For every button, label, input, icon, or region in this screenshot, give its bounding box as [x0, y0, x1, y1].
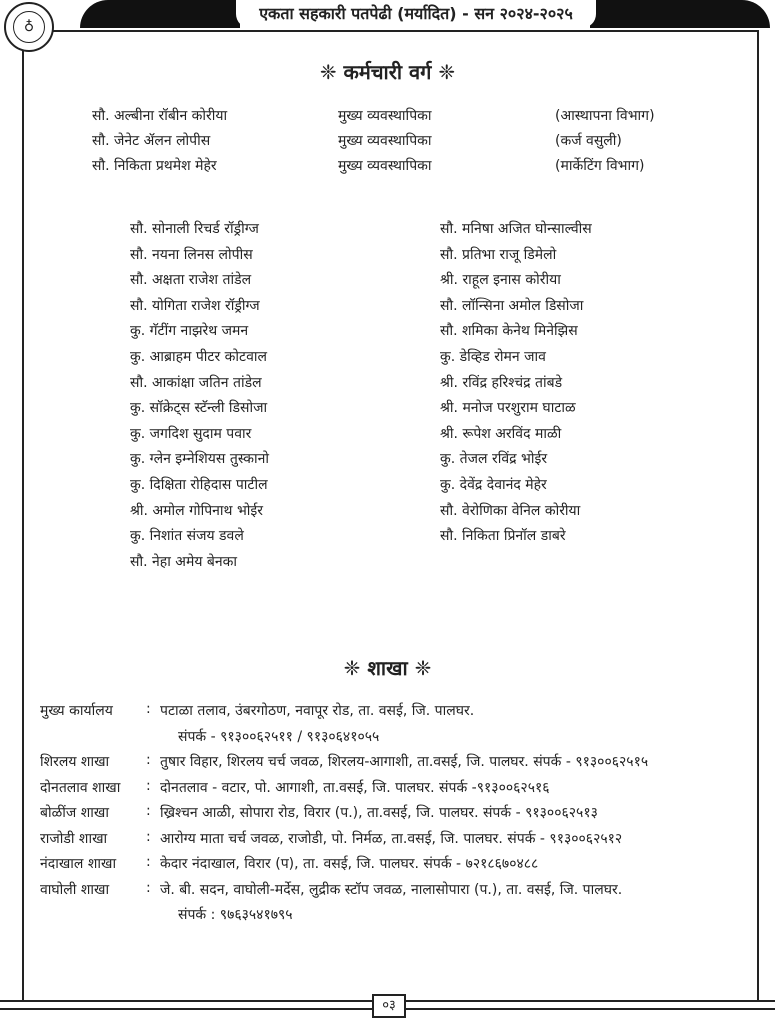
staff-name: कु. दिक्षिता रोहिदास पाटील: [130, 477, 268, 493]
branch-address: केदार नंदाखाल, विरार (प), ता. वसई, जि. पालघर. संपर्क - ७२१८६७०४८८: [160, 856, 539, 872]
staff-name: कु. निशांत संजय डवले: [130, 528, 244, 545]
staff-name: श्री. रूपेश अरविंद माळी: [440, 425, 562, 442]
branch-colon: :: [146, 777, 151, 794]
branch-colon: :: [146, 879, 151, 896]
manager-name: सौ. निकिता प्रथमेश मेहेर: [92, 158, 217, 174]
staff-name: श्री. मनोज परशुराम घाटाळ: [440, 400, 576, 417]
manager-role: मुख्य व्यवस्थापिका: [338, 108, 432, 124]
header-bar-right: [590, 0, 770, 28]
staff-name: सौ. वेरोणिका वेनिल कोरीया: [440, 502, 581, 519]
lamp-emblem-icon: ♁: [13, 11, 45, 43]
branch-colon: :: [146, 752, 151, 768]
staff-name: सौ. सोनाली रिचर्ड रॉड्रीग्ज: [130, 221, 259, 237]
staff-name: सौ. नयना लिनस लोपीस: [130, 246, 253, 263]
branch-address: ख्रिश्चन आळी, सोपारा रोड, विरार (प.), ता.वसई, जि. पालघर. संपर्क - ९१३००६२५१३: [160, 805, 598, 821]
staff-name: सौ. योगिता राजेश रॉड्रीग्ज: [130, 297, 260, 314]
staff-name: श्री. राहूल इनास कोरीया: [440, 272, 561, 289]
staff-name: सौ. आकांक्षा जतिन तांडेल: [130, 374, 262, 391]
branch-label: मुख्य कार्यालय: [40, 703, 113, 719]
staff-name: कु. ग्लेन इम्नेशियस तुस्कानो: [130, 451, 270, 468]
manager-name: सौ. अल्बीना रॉबीन कोरीया: [92, 108, 228, 124]
branch-label: दोनतलाव शाखा: [40, 779, 121, 796]
staff-name: सौ. मनिषा अजित घोन्साल्वीस: [440, 221, 592, 237]
branch-colon: :: [146, 828, 151, 845]
staff-name: सौ. लॉन्सिना अमोल डिसोजा: [440, 297, 584, 314]
staff-name: सौ. शमिका केनेथ मिनेझिस: [440, 323, 578, 340]
manager-role: मुख्य व्यवस्थापिका: [338, 133, 432, 149]
branch-label: नंदाखाल शाखा: [40, 856, 117, 872]
branch-colon: :: [146, 803, 151, 819]
branch-address: तुषार विहार, शिरलय चर्च जवळ, शिरलय-आगाशी, ता.वसई, जि. पालघर. संपर्क - ९१३००६२५१५: [160, 754, 649, 770]
branch-label: शिरलय शाखा: [40, 754, 110, 770]
branch-colon: :: [146, 854, 151, 870]
header-bar-left: [80, 0, 240, 28]
staff-name: सौ. प्रतिभा राजू डिमेलो: [440, 246, 557, 263]
staff-name: सौ. नेहा अमेय बेनका: [130, 553, 238, 570]
branch-label: राजोडी शाखा: [40, 830, 108, 847]
staff-name: कु. आब्राहम पीटर कोटवाल: [130, 349, 267, 365]
page-number: ०३: [372, 994, 406, 1018]
staff-section-title: ❈ कर्मचारी वर्ग ❈: [319, 60, 456, 84]
manager-department: (आस्थापना विभाग): [555, 108, 655, 124]
staff-name: कु. तेजल रविंद्र भोईर: [440, 451, 548, 468]
branch-address: दोनतलाव - वटार, पो. आगाशी, ता.वसई, जि. पालघर. संपर्क -९१३००६२५१६: [160, 779, 550, 796]
staff-name: श्री. अमोल गोपिनाथ भोईर: [130, 502, 264, 519]
staff-name: कु. देवेंद्र देवानंद मेहेर: [440, 477, 547, 493]
staff-name: सौ. अक्षता राजेश तांडेल: [130, 272, 252, 289]
staff-name: कु. सॉक्रेट्स स्टॅन्ली डिसोजा: [130, 400, 268, 417]
branches-section-title: ❈ शाखा ❈: [343, 656, 432, 680]
branch-address: जे. बी. सदन, वाघोली-मर्देस, लुद्रीक स्टॉप जवळ, नालासोपारा (प.), ता. वसई, जि. पालघर.: [160, 881, 623, 898]
staff-name: श्री. रविंद्र हरिश्चंद्र तांबडे: [440, 374, 563, 391]
staff-name: कु. जगदिश सुदाम पवार: [130, 425, 252, 442]
branch-address: पटाळा तलाव, उंबरगोठण, नवापूर रोड, ता. वसई, जि. पालघर.: [160, 703, 475, 719]
manager-department: (कर्ज वसुली): [555, 133, 622, 149]
branch-label: वाघोली शाखा: [40, 881, 110, 898]
staff-name: सौ. निकिता प्रिनॉल डाबरे: [440, 528, 566, 545]
society-seal-logo: [4, 2, 54, 52]
branch-colon: :: [146, 701, 151, 717]
branch-address: संपर्क : ९७६३५४१७९५: [178, 907, 293, 923]
manager-name: सौ. जेनेट ॲलन लोपीस: [92, 133, 211, 149]
manager-department: (मार्केटिंग विभाग): [555, 158, 645, 174]
branch-address: आरोग्य माता चर्च जवळ, राजोडी, पो. निर्मळ, ता.वसई, जि. पालघर. संपर्क - ९१३००६२५१२: [160, 830, 623, 847]
manager-role: मुख्य व्यवस्थापिका: [338, 158, 432, 174]
branch-label: बोळींज शाखा: [40, 805, 109, 821]
header-title: एकता सहकारी पतपेढी (मर्यादित) - सन २०२४-२०२५: [236, 0, 596, 28]
staff-name: कु. डेव्हिड रोमन जाव: [440, 349, 546, 365]
branch-address: संपर्क - ९१३००६२५११ / ९१३०६४१०५५: [178, 728, 380, 745]
staff-name: कु. गॅटींग नाझरेथ जमन: [130, 323, 249, 340]
